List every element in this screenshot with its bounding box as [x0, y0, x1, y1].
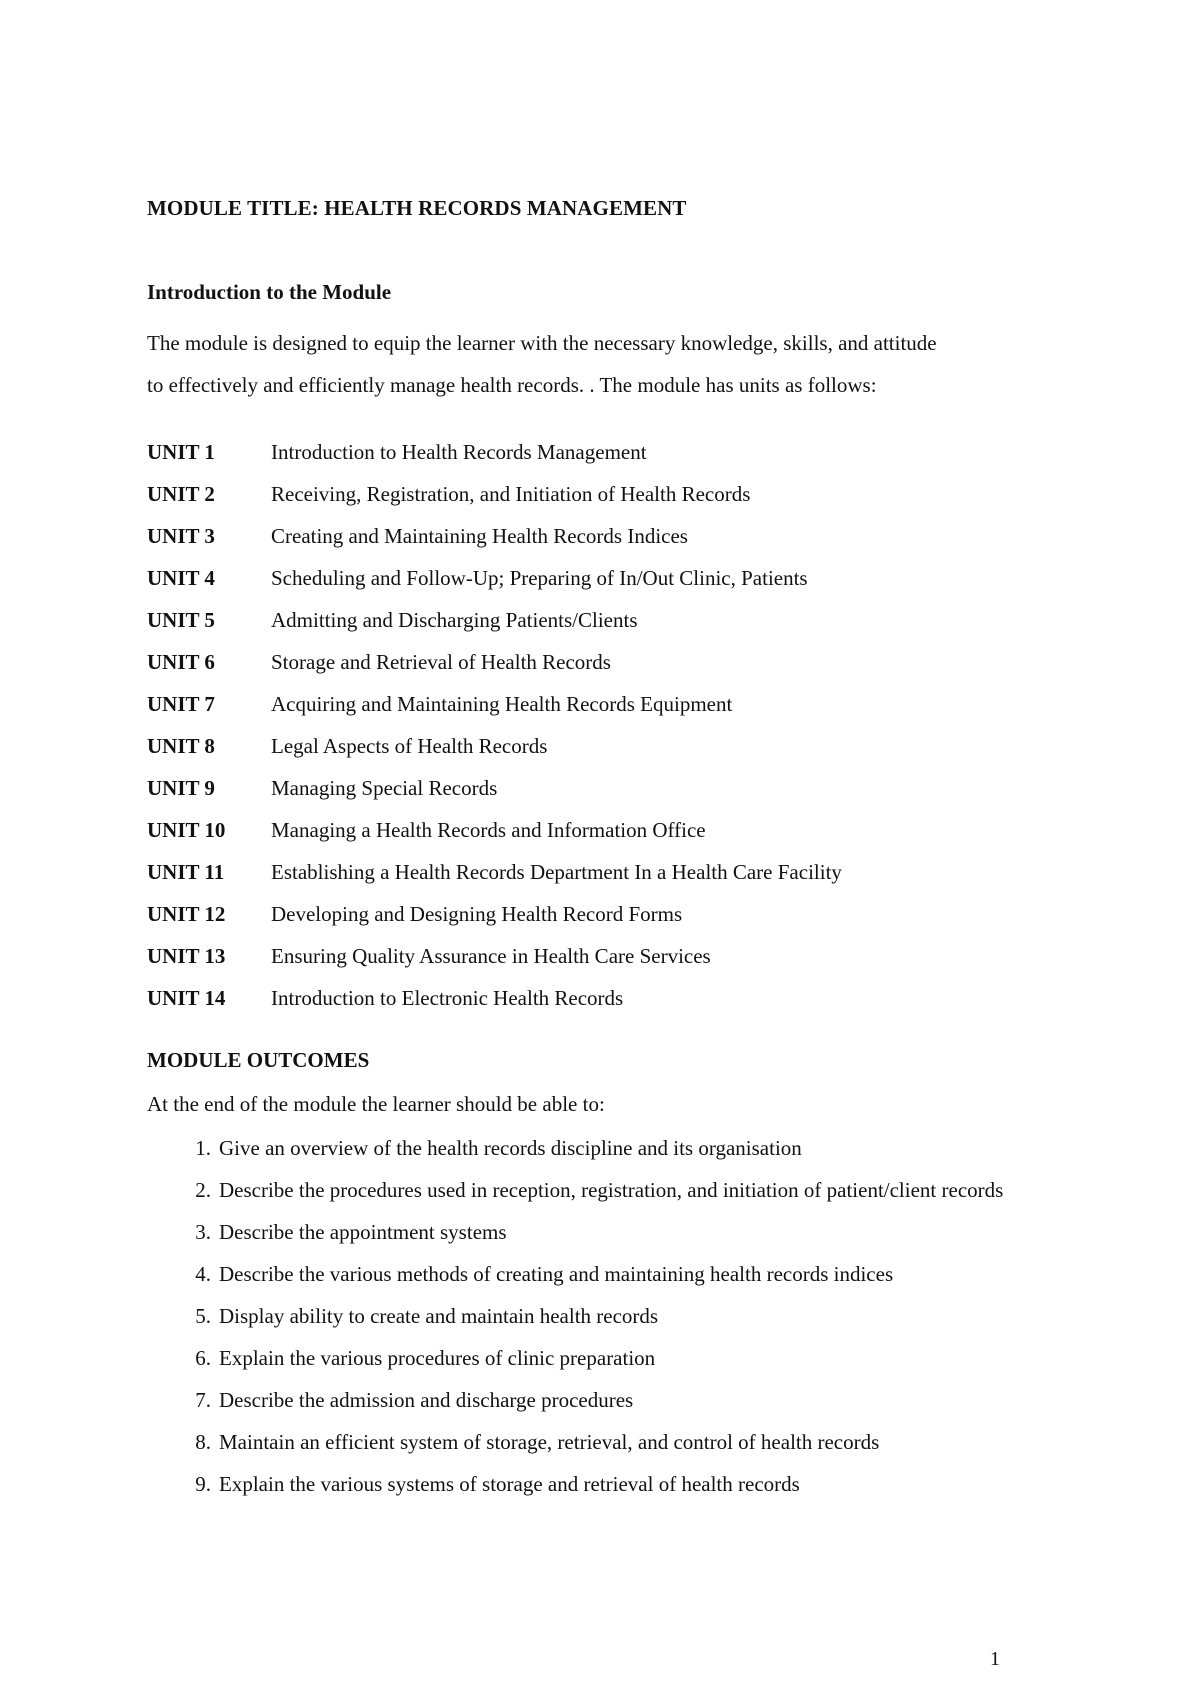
unit-label: UNIT 11	[147, 859, 225, 884]
unit-title: Developing and Designing Health Record Forms	[271, 901, 683, 926]
unit-label: UNIT 10	[147, 817, 226, 842]
unit-list	[147, 431, 1107, 1019]
unit-row	[147, 977, 1107, 1019]
unit-title: Introduction to Electronic Health Records	[271, 985, 624, 1010]
list-number: 8.	[195, 1430, 211, 1454]
list-number: 2.	[195, 1178, 211, 1202]
intro-line: The module is designed to equip the learner with the necessary knowledge, skills, and attitude	[147, 331, 937, 355]
unit-row	[147, 767, 1107, 809]
unit-label: UNIT 12	[147, 901, 226, 926]
unit-row	[147, 557, 1107, 599]
list-item	[147, 1463, 1087, 1505]
unit-label: UNIT 13	[147, 943, 226, 968]
unit-row	[147, 725, 1107, 767]
intro-heading: Introduction to the Module	[147, 280, 392, 304]
unit-row	[147, 893, 1107, 935]
unit-row	[147, 515, 1107, 557]
outcomes-list	[147, 1127, 1087, 1505]
list-text: Explain the various systems of storage and retrieval of health records	[219, 1472, 800, 1496]
list-number: 9.	[195, 1472, 211, 1496]
unit-label: UNIT 4	[147, 565, 215, 590]
unit-title: Creating and Maintaining Health Records Indices	[271, 523, 688, 548]
list-number: 4.	[195, 1262, 211, 1286]
unit-title: Acquiring and Maintaining Health Records Equipment	[271, 691, 733, 716]
list-item	[147, 1127, 1087, 1169]
unit-label: UNIT 8	[147, 733, 215, 758]
unit-row	[147, 851, 1107, 893]
page-number: 1	[990, 1648, 1000, 1670]
list-text: Maintain an efficient system of storage, retrieval, and control of health records	[219, 1430, 880, 1454]
list-text: Explain the various procedures of clinic preparation	[219, 1346, 656, 1370]
list-number: 1.	[195, 1136, 211, 1160]
list-item	[147, 1421, 1087, 1463]
unit-label: UNIT 7	[147, 691, 215, 716]
unit-row	[147, 431, 1107, 473]
list-text: Give an overview of the health records discipline and its organisation	[219, 1136, 802, 1160]
unit-row	[147, 473, 1107, 515]
list-item	[147, 1295, 1087, 1337]
unit-title: Introduction to Health Records Management	[271, 439, 647, 464]
list-text: Describe the procedures used in reception, registration, and initiation of patient/client records	[219, 1178, 1004, 1202]
list-number: 6.	[195, 1346, 211, 1370]
module-title: MODULE TITLE: HEALTH RECORDS MANAGEMENT	[147, 196, 687, 220]
list-text: Describe the admission and discharge procedures	[219, 1388, 634, 1412]
unit-row	[147, 935, 1107, 977]
outcomes-intro: At the end of the module the learner should be able to:	[147, 1092, 605, 1116]
unit-row	[147, 683, 1107, 725]
list-text: Display ability to create and maintain health records	[219, 1304, 659, 1328]
unit-title: Legal Aspects of Health Records	[271, 733, 548, 758]
unit-title: Scheduling and Follow-Up; Preparing of In/Out Clinic, Patients	[271, 565, 808, 590]
list-item	[147, 1379, 1087, 1421]
unit-title: Managing Special Records	[271, 775, 498, 800]
unit-title: Storage and Retrieval of Health Records	[271, 649, 611, 674]
list-number: 5.	[195, 1304, 211, 1328]
unit-title: Establishing a Health Records Department In a Health Care Facility	[271, 859, 842, 884]
unit-label: UNIT 1	[147, 439, 215, 464]
intro-paragraph	[147, 322, 1067, 406]
intro-line: to effectively and efficiently manage health records. . The module has units as follows:	[147, 373, 877, 397]
unit-title: Ensuring Quality Assurance in Health Care Services	[271, 943, 711, 968]
unit-label: UNIT 2	[147, 481, 215, 506]
list-text: Describe the various methods of creating and maintaining health records indices	[219, 1262, 894, 1286]
unit-title: Receiving, Registration, and Initiation of Health Records	[271, 481, 751, 506]
unit-row	[147, 809, 1107, 851]
list-number: 7.	[195, 1388, 211, 1412]
unit-label: UNIT 9	[147, 775, 215, 800]
unit-row	[147, 641, 1107, 683]
outcomes-heading: MODULE OUTCOMES	[147, 1048, 370, 1072]
list-text: Describe the appointment systems	[219, 1220, 507, 1244]
unit-title: Admitting and Discharging Patients/Clients	[271, 607, 638, 632]
unit-label: UNIT 3	[147, 523, 215, 548]
list-item	[147, 1253, 1087, 1295]
unit-row	[147, 599, 1107, 641]
unit-title: Managing a Health Records and Information Office	[271, 817, 706, 842]
unit-label: UNIT 6	[147, 649, 215, 674]
unit-label: UNIT 14	[147, 985, 226, 1010]
list-item	[147, 1337, 1087, 1379]
list-number: 3.	[195, 1220, 211, 1244]
unit-label: UNIT 5	[147, 607, 215, 632]
list-item	[147, 1169, 1087, 1211]
list-item	[147, 1211, 1087, 1253]
